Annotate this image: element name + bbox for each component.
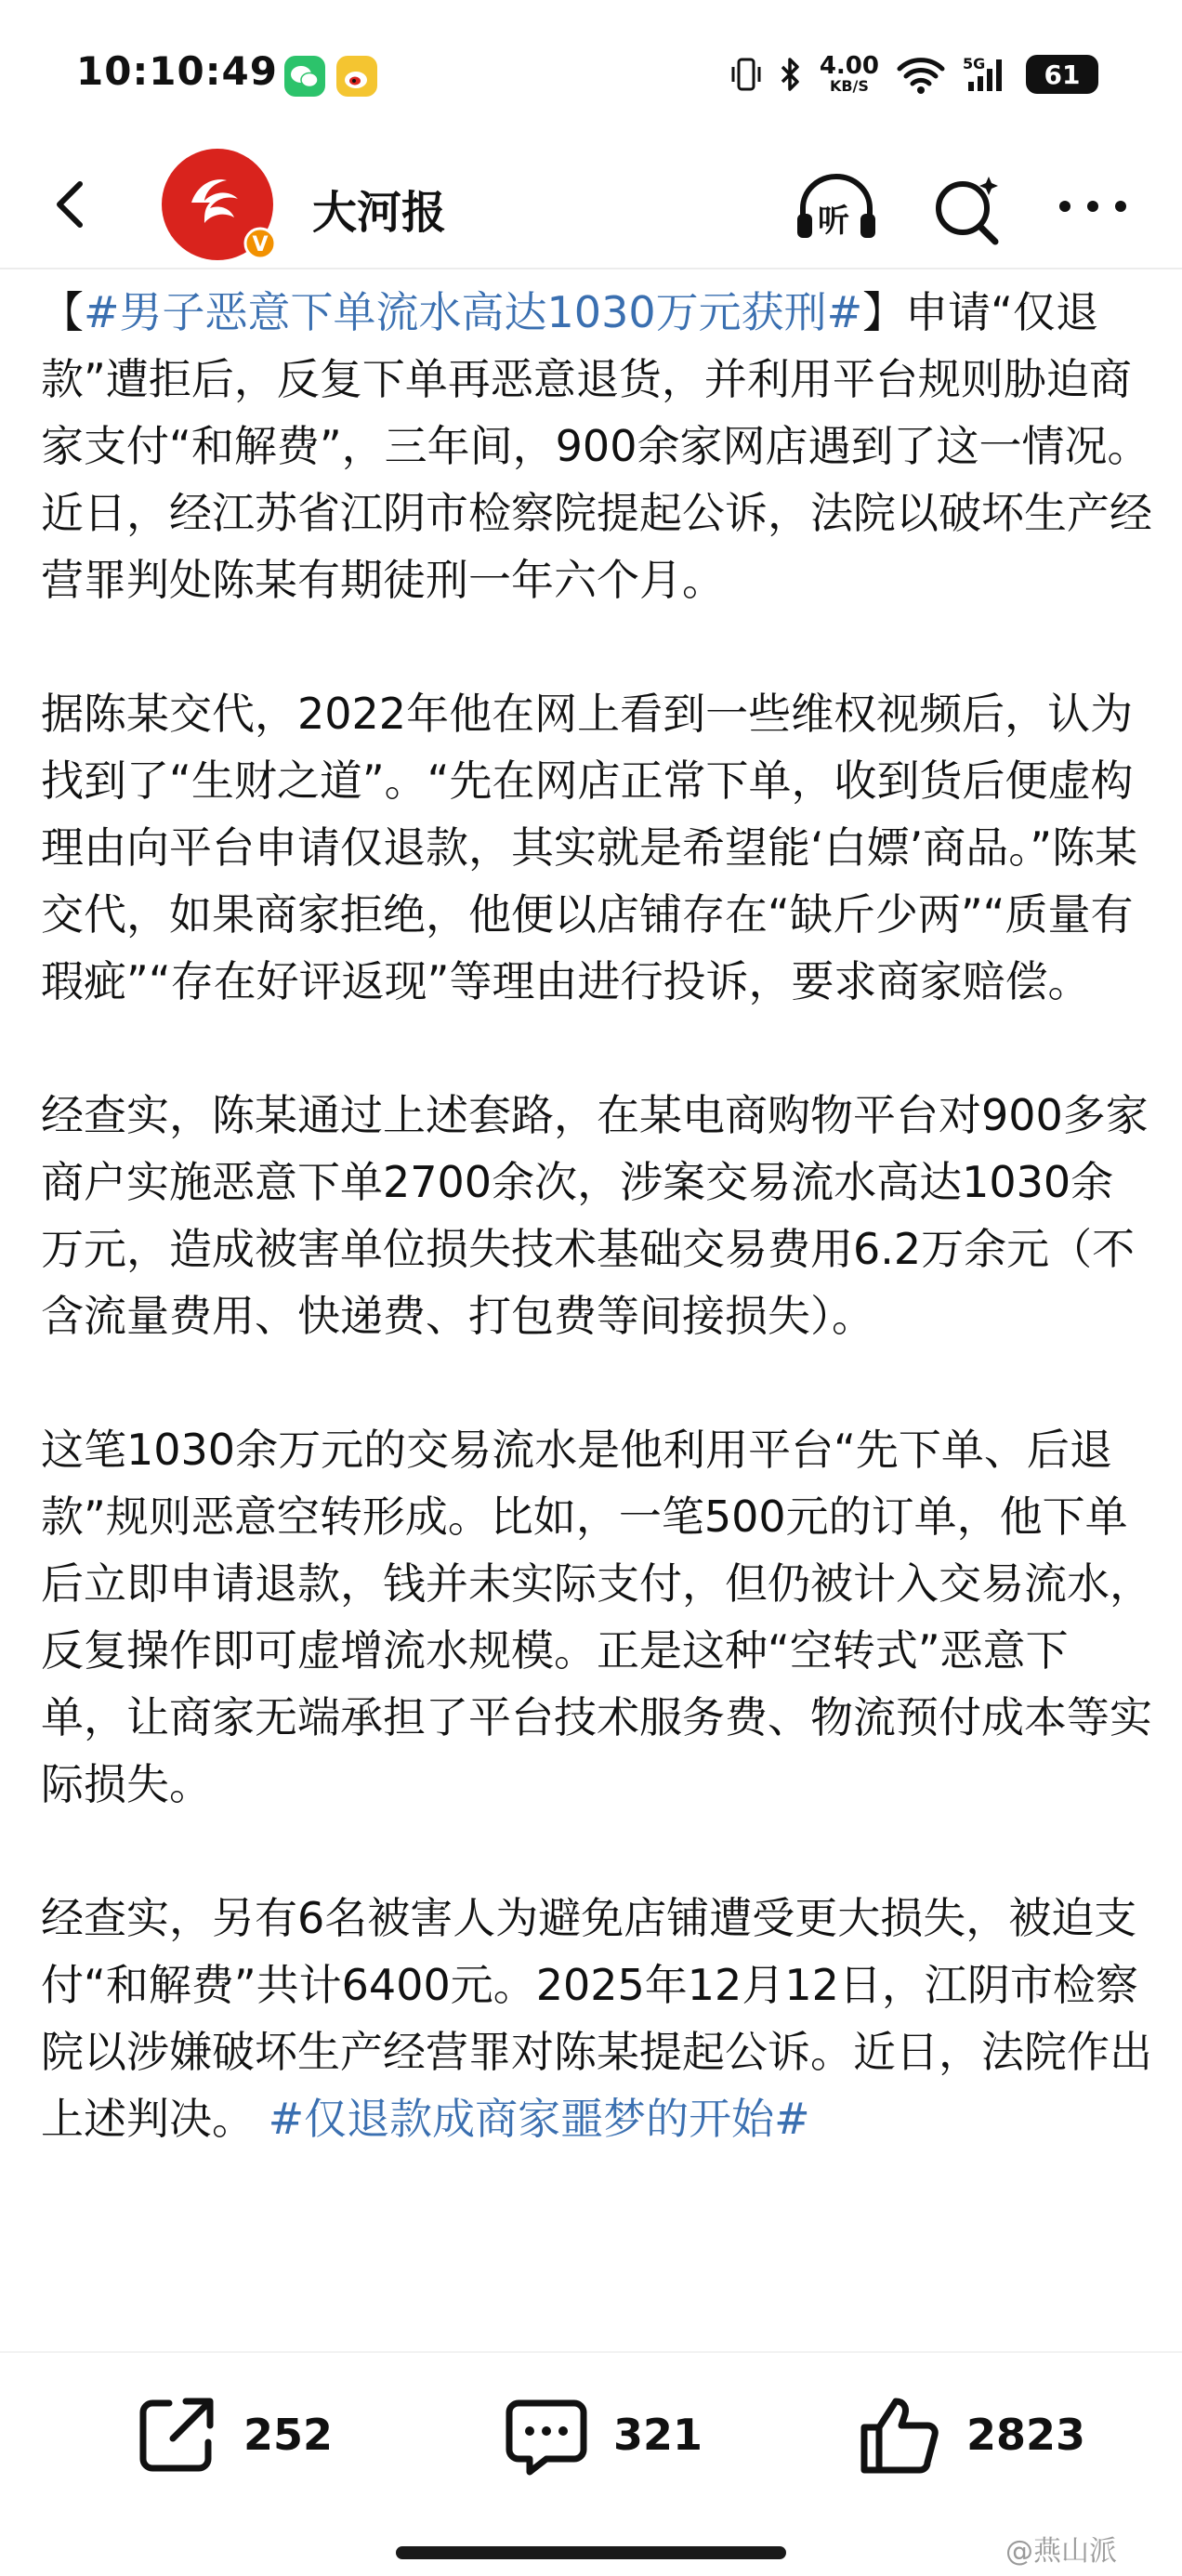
account-avatar[interactable] — [160, 147, 281, 264]
bluetooth-icon — [779, 54, 803, 95]
chevron-left-icon — [39, 167, 113, 242]
paragraph-1 — [41, 279, 1152, 613]
battery-indicator: 61 — [1026, 55, 1098, 94]
paragraph-2: 据陈某交代，2022年他在网上看到一些维权视频后，认为找到了“生财之道”。“先在网店正常下单，收到货后便虚构理由向平台申请仅退款，其实就是希望能‘白嫖’商品。”陈某交代，如果商家拒绝，他便以店铺存在“缺斤少两”“质量有瑕疵”“存在好评返现”等理由进行投诉，要求商家赔偿。 — [41, 689, 1138, 1006]
share-button[interactable] — [132, 2390, 333, 2479]
svg-text:5G: 5G — [963, 55, 986, 72]
comment-button[interactable] — [502, 2390, 703, 2479]
paragraph-4: 这笔1030余万元的交易流水是他利用平台“先下单、后退款”规则恶意空转形成。比如，一笔500元的订单，他下单后立即申请退款，钱并未实际支付，但仍被计入交易流水，反复操作即可虚增流水规模。正是这种“空转式”恶意下单，让商家无端承担了平台技术服务费、物流预付成本等实际损失。 — [41, 1425, 1152, 1809]
network-speed-unit: KB/S — [829, 77, 869, 95]
listen-button[interactable] — [790, 167, 883, 245]
post-body — [41, 279, 1152, 2351]
thumbs-up-icon — [855, 2390, 944, 2479]
hashtag-link-2[interactable]: #仅退款成商家噩梦的开始# — [268, 2094, 810, 2144]
status-bar — [0, 0, 1182, 139]
network-speed-value: 4.00 — [819, 52, 879, 80]
weibo-watermark: @燕山派 — [1005, 2535, 1117, 2568]
bracket-open: 【 — [41, 287, 84, 337]
app-header — [0, 139, 1182, 269]
paragraph-1-text: 】申请“仅退款”遭拒后，反复下单再恶意退货，并利用平台规则胁迫商家支付“和解费”，三年间，900余家网店遇到了这一情况。近日，经江苏省江阴市检察院提起公诉，法院以破坏生产经营罪判处陈某有期徒刑一年六个月。 — [41, 287, 1152, 605]
more-options-button[interactable] — [1048, 177, 1137, 236]
listen-label: 听 — [818, 203, 849, 240]
wechat-icon — [284, 56, 325, 97]
home-indicator[interactable] — [396, 2546, 786, 2559]
hashtag-link[interactable]: #男子恶意下单流水高达1030万元获刑# — [84, 287, 863, 337]
share-count: 252 — [243, 2410, 334, 2460]
wifi-icon — [896, 54, 946, 95]
more-dots-icon — [1048, 177, 1137, 236]
network-speed — [820, 54, 879, 95]
comment-icon — [502, 2390, 591, 2479]
search-button[interactable] — [927, 171, 1005, 249]
status-time: 10:10:49 — [76, 48, 278, 94]
account-name[interactable]: 大河报 — [312, 187, 447, 239]
share-icon — [132, 2390, 221, 2479]
signal-5g-icon — [963, 54, 1009, 95]
status-indicators — [730, 46, 1098, 102]
svg-text:V: V — [252, 233, 269, 256]
search-icon — [927, 171, 1005, 249]
paragraph-5-text: 经查实，另有6名被害人为避免店铺遭受更大损失，被迫支付“和解费”共计6400元。2025年12月12日，江阴市检察院以涉嫌破坏生产经营罪对陈某提起公诉。近日，法院作出上述判决。 — [41, 1893, 1152, 2144]
vibrate-icon — [730, 54, 762, 95]
comment-count: 321 — [613, 2410, 703, 2460]
like-button[interactable] — [855, 2390, 1085, 2479]
weibo-icon — [336, 56, 377, 97]
back-button[interactable] — [39, 167, 113, 242]
paragraph-5 — [41, 1885, 1152, 2152]
like-count: 2823 — [966, 2410, 1086, 2460]
dahebao-logo-icon — [160, 147, 281, 264]
paragraph-3: 经查实，陈某通过上述套路，在某电商购物平台对900多家商户实施恶意下单2700余次，涉案交易流水高达1030余万元，造成被害单位损失技术基础交易费用6.2万余元（不含流量费用、快递费、打包费等间接损失）。 — [41, 1090, 1149, 1341]
